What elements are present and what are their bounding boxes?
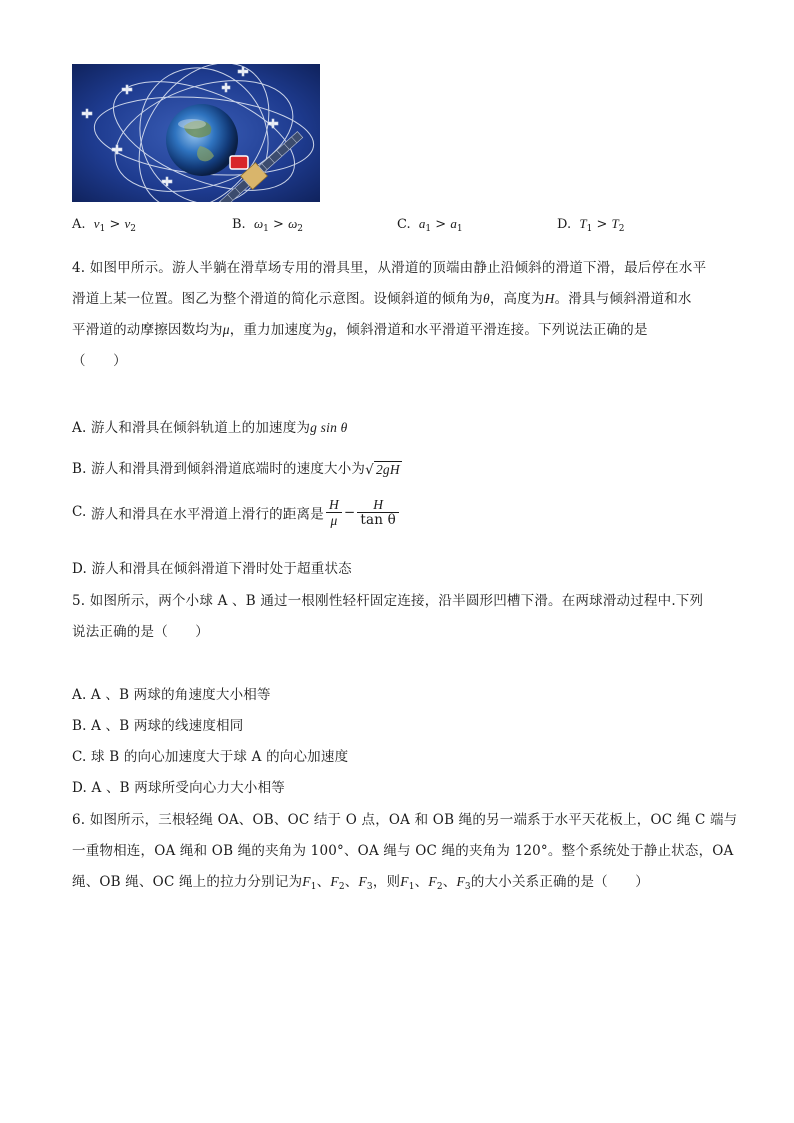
- q3-option-b[interactable]: [232, 216, 303, 234]
- q6-stem-line-1: 6. 如图所示，三根轻绳 OA、OB、OC 结于 O 点，OA 和 OB 绳的另一端系于水平天花板上，OC 绳 C 端与: [72, 812, 738, 828]
- fraction-denominator: tan θ: [360, 512, 397, 528]
- q5-option-b[interactable]: B. A 、B 两球的线速度相同: [72, 718, 244, 734]
- math-var: F: [358, 874, 367, 889]
- q6-stem-line-2: 一重物相连，OA 绳和 OB 绳的夹角为 100°、OA 绳与 OC 绳的夹角为 120°。整个系统处于静止状态，OA: [72, 843, 734, 859]
- math-var: a: [418, 216, 426, 231]
- math-expr: g sin θ: [310, 420, 348, 435]
- text: ，高度为: [489, 291, 545, 307]
- option-text: 游人和滑具在倾斜滑道下滑时处于超重状态: [91, 561, 352, 577]
- math-var: H: [544, 291, 555, 306]
- fraction-h-over-tan: [357, 497, 399, 528]
- text: 绳、OB 绳、OC 绳上的拉力分别记为: [72, 874, 303, 890]
- math-var: v: [93, 216, 100, 231]
- math-sub: 1: [99, 224, 106, 234]
- option-letter: C.: [397, 217, 411, 232]
- math-var: F: [330, 874, 339, 889]
- option-text: 游人和滑具滑到倾斜滑道底端时的速度大小为: [91, 461, 366, 477]
- math-var: v: [124, 216, 131, 231]
- math-sub: 1: [408, 882, 415, 892]
- option-letter: B.: [232, 217, 246, 232]
- q3-option-d[interactable]: [557, 216, 624, 234]
- q4-stem-line-3: [72, 318, 648, 338]
- satellite-orbit-illustration: [72, 64, 320, 202]
- math-var: g: [325, 322, 333, 337]
- text: 的大小关系正确的是（ ）: [470, 874, 649, 890]
- q5-option-a[interactable]: A. A 、B 两球的角速度大小相等: [72, 687, 271, 703]
- q4-answer-paren: （ ）: [72, 353, 127, 369]
- math-sub: 3: [464, 882, 471, 892]
- fraction-h-over-mu: [326, 497, 342, 528]
- q5-option-d[interactable]: D. A 、B 两球所受向心力大小相等: [72, 780, 285, 796]
- math-var: F: [456, 874, 465, 889]
- math-sub: 1: [456, 224, 463, 234]
- math-op: >: [109, 217, 121, 232]
- text: 滑道上某一位置。图乙为整个滑道的简化示意图。设倾斜道的倾角为: [72, 291, 483, 307]
- fraction-denominator: μ: [330, 513, 338, 528]
- math-sub: 2: [297, 224, 303, 234]
- sqrt-radicand: 2gH: [375, 461, 400, 477]
- option-letter: D.: [72, 561, 88, 577]
- math-sub: 1: [310, 882, 317, 892]
- math-var: T: [611, 216, 619, 231]
- math-op: >: [435, 217, 447, 232]
- text: ，倾斜滑道和水平滑道平滑连接。下列说法正确的是: [332, 322, 648, 338]
- option-text: 游人和滑具在水平滑道上滑行的距离是: [91, 506, 324, 523]
- separator: 、: [442, 874, 457, 890]
- math-sub: 1: [586, 224, 593, 234]
- math-sub: 2: [618, 224, 625, 234]
- math-op: >: [596, 217, 608, 232]
- minus-sign: −: [343, 504, 356, 521]
- math-var: a: [450, 216, 457, 231]
- math-var: T: [579, 216, 587, 231]
- q5-option-c[interactable]: C. 球 B 的向心加速度大于球 A 的向心加速度: [72, 749, 349, 765]
- math-var: ω: [253, 216, 264, 231]
- math-sub: 2: [436, 882, 443, 892]
- q4-stem-line-2: [72, 287, 692, 307]
- separator: 、: [344, 874, 359, 890]
- q3-option-a[interactable]: [72, 216, 136, 234]
- math-var: ω: [288, 216, 298, 231]
- option-letter: D.: [557, 217, 572, 232]
- option-text: 游人和滑具在倾斜轨道上的加速度为: [90, 420, 311, 436]
- q4-stem-line-1: 4. 如图甲所示。游人半躺在滑草场专用的滑具里，从滑道的顶端由静止沿倾斜的滑道下滑，最后停在水平: [72, 260, 707, 276]
- math-op: >: [273, 217, 284, 232]
- math-var: F: [428, 874, 437, 889]
- math-sub: 3: [366, 882, 373, 892]
- math-var: F: [302, 874, 311, 889]
- separator: 、: [414, 874, 429, 890]
- text: ，则: [372, 874, 401, 890]
- q3-option-c[interactable]: [397, 216, 463, 234]
- q5-stem-line-2: 说法正确的是（ ）: [72, 624, 209, 640]
- text: 。滑具与倾斜滑道和水: [554, 291, 692, 307]
- math-var: μ: [222, 322, 230, 337]
- q4-option-b[interactable]: [72, 457, 402, 478]
- math-sub: 1: [425, 224, 432, 234]
- q4-option-d[interactable]: [72, 557, 352, 577]
- fraction-numerator: H: [357, 497, 399, 513]
- q4-option-c[interactable]: [72, 497, 401, 528]
- option-letter: A.: [72, 217, 86, 232]
- q6-stem-line-3: [72, 870, 649, 892]
- text: 平滑道的动摩擦因数均为: [72, 322, 223, 338]
- math-var: F: [400, 874, 409, 889]
- q4-option-a[interactable]: [72, 416, 347, 436]
- option-letter: B.: [72, 461, 87, 477]
- math-sub: 2: [130, 224, 137, 234]
- math-var: θ: [483, 291, 490, 306]
- option-letter: C.: [72, 504, 87, 520]
- separator: 、: [316, 874, 331, 890]
- q5-stem-line-1: 5. 如图所示，两个小球 A 、B 通过一根刚性轻杆固定连接，沿半圆形凹槽下滑。在两球滑动过程中.下列: [72, 593, 704, 609]
- sqrt-expr: √ 2gH: [365, 461, 400, 478]
- fraction-numerator: H: [326, 497, 342, 513]
- math-sub: 2: [338, 882, 345, 892]
- option-letter: A.: [72, 420, 87, 436]
- satellite-orbit-figure: [72, 64, 320, 202]
- math-sub: 1: [263, 224, 269, 234]
- text: ，重力加速度为: [229, 322, 326, 338]
